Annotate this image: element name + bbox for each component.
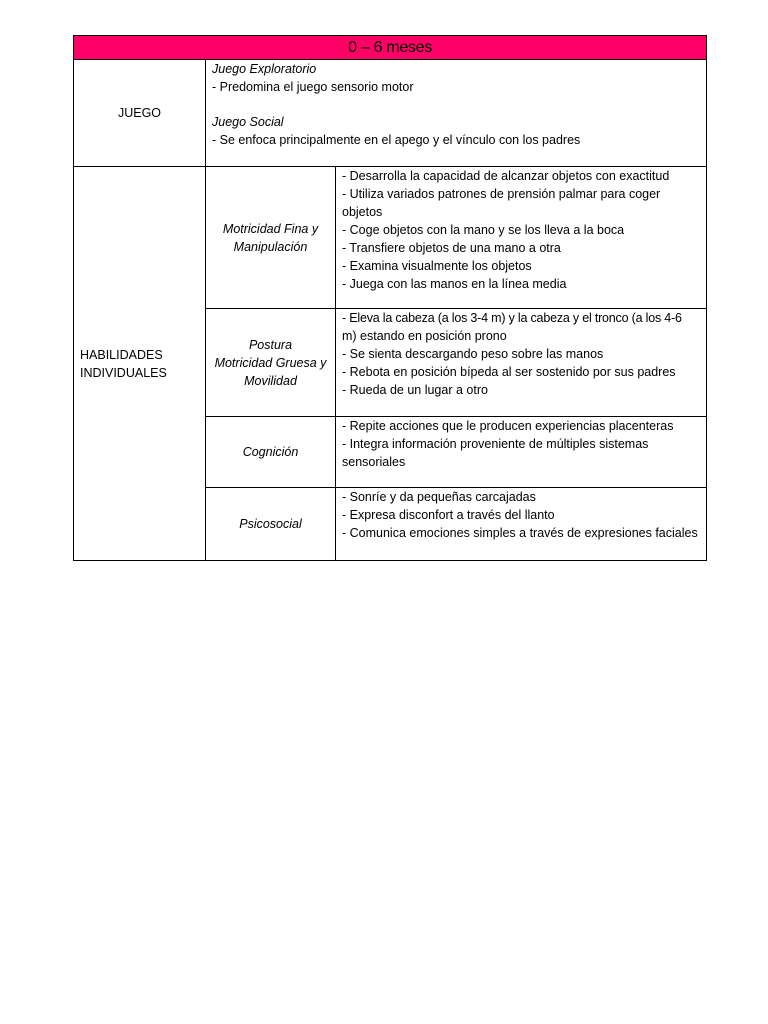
list-item: - Juega con las manos en la línea media (342, 277, 567, 291)
juego-label: JUEGO (74, 60, 206, 167)
juego-social-text: - Se enfoca principalmente en el apego y el vínculo con los padres (212, 133, 581, 147)
list-item: objetos (342, 205, 383, 219)
psicosocial-title: Psicosocial (206, 488, 336, 561)
juego-social-title: Juego Social (212, 115, 284, 129)
list-item: - Coge objetos con la mano y se los lleva a la boca (342, 223, 625, 237)
psicosocial-content (336, 488, 707, 561)
list-item: - Repite acciones que le producen experiencias placenteras (342, 419, 674, 433)
list-item: - Eleva la cabeza (a los 3-4 m) y la cabeza y el tronco (a los 4-6 (342, 311, 682, 325)
list-item: - Utiliza variados patrones de prensión palmar para coger (342, 187, 661, 201)
list-item: - Expresa disconfort a través del llanto (342, 508, 555, 522)
habilidades-label (74, 167, 206, 561)
list-item: sensoriales (342, 455, 406, 469)
age-range-header: 0 – 6 meses (74, 36, 707, 60)
postura-title-line3: Movilidad (244, 373, 297, 388)
motricidad-fina-content (336, 167, 707, 309)
cognicion-content (336, 417, 707, 488)
list-item: - Examina visualmente los objetos (342, 259, 532, 273)
habilidades-label-line2: INDIVIDUALES (80, 365, 167, 380)
list-item: - Rueda de un lugar a otro (342, 383, 488, 397)
list-item: - Transfiere objetos de una mano a otra (342, 241, 561, 255)
header-row (74, 36, 707, 60)
list-item: - Integra información proveniente de múltiples sistemas (342, 437, 649, 451)
postura-title-line2: Motricidad Gruesa y (214, 355, 327, 370)
postura-title-line1: Postura (248, 337, 293, 352)
postura-content (336, 309, 707, 417)
motricidad-fina-title (206, 167, 336, 309)
development-table (73, 35, 707, 561)
list-item: - Rebota en posición bípeda al ser sostenido por sus padres (342, 365, 676, 379)
motricidad-fina-row (74, 167, 707, 309)
habilidades-label-line1: HABILIDADES (80, 347, 163, 362)
juego-exploratorio-title: Juego Exploratorio (212, 62, 317, 76)
motricidad-fina-title-line1: Motricidad Fina y (222, 221, 319, 236)
postura-title (206, 309, 336, 417)
list-item: - Se sienta descargando peso sobre las manos (342, 347, 604, 361)
list-item: - Sonríe y da pequeñas carcajadas (342, 490, 536, 504)
motricidad-fina-title-line2: Manipulación (233, 239, 308, 254)
list-item: - Desarrolla la capacidad de alcanzar objetos con exactitud (342, 169, 670, 183)
cognicion-title: Cognición (206, 417, 336, 488)
juego-content (206, 60, 707, 167)
list-item: m) estando en posición prono (342, 329, 507, 343)
list-item: - Comunica emociones simples a través de expresiones faciales (342, 526, 698, 540)
juego-row (74, 60, 707, 167)
juego-exploratorio-text: - Predomina el juego sensorio motor (212, 80, 414, 94)
